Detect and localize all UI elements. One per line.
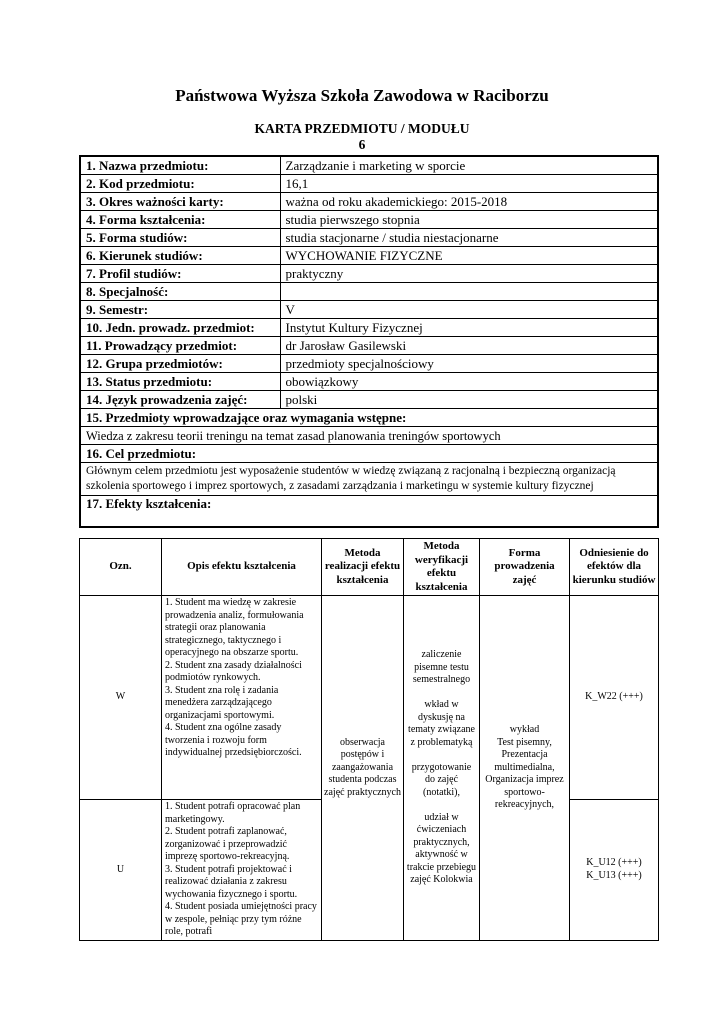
- field-value: praktyczny: [280, 265, 658, 283]
- field-row: [80, 211, 658, 229]
- field-label: 14. Język prowadzenia zajęć:: [80, 391, 280, 409]
- field-row: [80, 265, 658, 283]
- column-header: Opis efektu kształcenia: [162, 539, 322, 596]
- field-label: 13. Status przedmiotu:: [80, 373, 280, 391]
- field-row: [80, 337, 658, 355]
- field-value: Instytut Kultury Fizycznej: [280, 319, 658, 337]
- field-label: 8. Specjalność:: [80, 283, 280, 301]
- teaching-form: wykład Test pisemny, Prezentacja multimedialna, Organizacja imprez sportowo-rekreacyjnych,: [480, 596, 570, 941]
- effect-row-w: [80, 596, 659, 800]
- realization-method: obserwacja postępów i zaangażowania studenta podczas zajęć praktycznych: [322, 596, 404, 941]
- university-title: Państwowa Wyższa Szkoła Zawodowa w Raciborzu: [175, 86, 549, 105]
- prerequisites-heading: 15. Przedmioty wprowadzające oraz wymagania wstępne:: [80, 409, 658, 427]
- field-row: [80, 193, 658, 211]
- field-row: [80, 319, 658, 337]
- field-row: [80, 301, 658, 319]
- goal-text: Głównym celem przedmiotu jest wyposażenie studentów w wiedzę związaną z racjonalną i bezpieczną organizacją szkolenia sportowego i imprez sportowych, z zasadami zarządzania i marketingu w systemie kultury fizycznej: [80, 463, 658, 496]
- field-row: [80, 156, 658, 175]
- field-label: 1. Nazwa przedmiotu:: [80, 156, 280, 175]
- course-info-table: [79, 155, 659, 528]
- field-value: studia pierwszego stopnia: [280, 211, 658, 229]
- verification-method: zaliczenie pisemne testu semestralnego wkład w dyskusję na tematy związane z problematyką przygotowanie do zajęć (notatki), udział w ćwiczeniach praktycznych, aktywność w trakcie przebiegu zajęć Kolokwia: [404, 596, 480, 941]
- prerequisites-text: Wiedza z zakresu teorii treningu na temat zasad planowania treningów sportowych: [80, 427, 658, 445]
- field-value: WYCHOWANIE FIZYCZNE: [280, 247, 658, 265]
- field-row: [80, 373, 658, 391]
- field-label: 12. Grupa przedmiotów:: [80, 355, 280, 373]
- effect-code: U: [80, 800, 162, 941]
- effects-table: [79, 538, 659, 941]
- section-row: [80, 496, 658, 528]
- section-row: [80, 427, 658, 445]
- section-row: [80, 409, 658, 427]
- field-value: 16,1: [280, 175, 658, 193]
- field-row: [80, 355, 658, 373]
- column-header: Metoda weryfikacji efektu kształcenia: [404, 539, 480, 596]
- field-row: [80, 391, 658, 409]
- field-value: studia stacjonarne / studia niestacjonarne: [280, 229, 658, 247]
- field-label: 2. Kod przedmiotu:: [80, 175, 280, 193]
- effects-header-row: [80, 539, 659, 596]
- field-label: 5. Forma studiów:: [80, 229, 280, 247]
- field-row: [80, 283, 658, 301]
- field-value: polski: [280, 391, 658, 409]
- effects-heading: 17. Efekty kształcenia:: [80, 496, 658, 528]
- field-value: przedmioty specjalnościowy: [280, 355, 658, 373]
- goal-heading: 16. Cel przedmiotu:: [80, 445, 658, 463]
- column-header: Forma prowadzenia zajęć: [480, 539, 570, 596]
- field-value: Zarządzanie i marketing w sporcie: [280, 156, 658, 175]
- field-label: 4. Forma kształcenia:: [80, 211, 280, 229]
- card-title: [0, 121, 724, 153]
- field-label: 6. Kierunek studiów:: [80, 247, 280, 265]
- field-label: 10. Jedn. prowadz. przedmiot:: [80, 319, 280, 337]
- field-value: ważna od roku akademickiego: 2015-2018: [280, 193, 658, 211]
- card-title-text: KARTA PRZEDMIOTU / MODUŁU: [254, 121, 470, 136]
- field-row: [80, 175, 658, 193]
- field-label: 3. Okres ważności karty:: [80, 193, 280, 211]
- section-row: [80, 445, 658, 463]
- field-row: [80, 247, 658, 265]
- effect-code: W: [80, 596, 162, 800]
- field-value: V: [280, 301, 658, 319]
- section-row: [80, 463, 658, 496]
- card-number: 6: [358, 137, 366, 152]
- field-value: dr Jarosław Gasilewski: [280, 337, 658, 355]
- field-value: [280, 283, 658, 301]
- field-value: obowiązkowy: [280, 373, 658, 391]
- column-header: Ozn.: [80, 539, 162, 596]
- field-label: 9. Semestr:: [80, 301, 280, 319]
- field-label: 11. Prowadzący przedmiot:: [80, 337, 280, 355]
- column-header: Odniesienie do efektów dla kierunku studiów: [570, 539, 659, 596]
- field-row: [80, 229, 658, 247]
- effect-description: 1. Student ma wiedzę w zakresie prowadzenia analiz, formułowania strategii oraz planowania strategicznego, taktycznego i operacyjnego na obszarze sportu. 2. Student zna zasady działalności podmiotów rynkowych. 3. Student zna rolę i zadania menedżera zarządzającego organizacjami sportowymi. 4. Student zna ogólne zasady tworzenia i rozwoju form indywidualnej przedsiębiorczości.: [162, 596, 322, 800]
- field-label: 7. Profil studiów:: [80, 265, 280, 283]
- effect-reference: K_U12 (+++) K_U13 (+++): [570, 800, 659, 941]
- column-header: Metoda realizacji efektu kształcenia: [322, 539, 404, 596]
- effect-description: 1. Student potrafi opracować plan marketingowy. 2. Student potrafi zaplanować, zorganizować i przeprowadzić imprezę sportowo-rekreacyjną. 3. Student potrafi projektować i realizować działania z zakresu wychowania fizycznego i sportu. 4. Student posiada umiejętności pracy w zespole, pełniąc przy tym różne role, potrafi: [162, 800, 322, 941]
- effect-reference: K_W22 (+++): [570, 596, 659, 800]
